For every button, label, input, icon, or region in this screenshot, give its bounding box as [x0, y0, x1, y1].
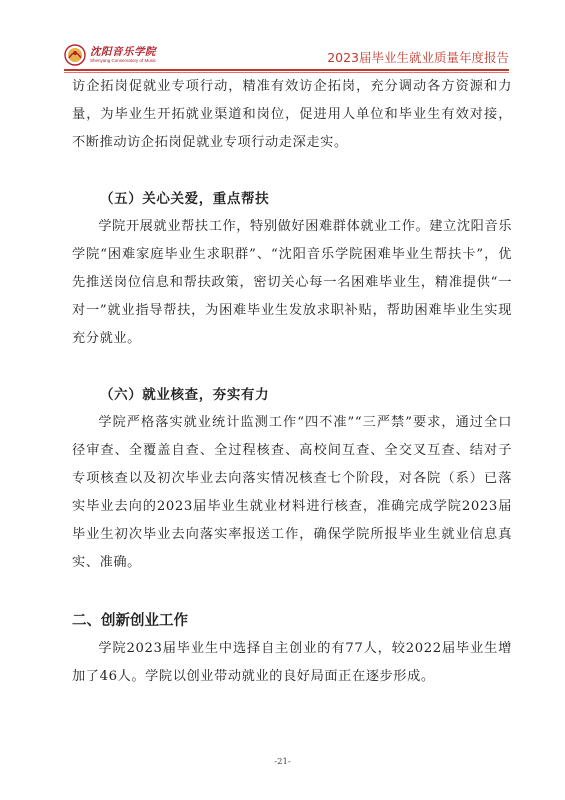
section-heading-verification: （六）就业核查，夯实有力: [100, 387, 270, 403]
logo-chinese-name: 沈阳音乐学院: [90, 45, 156, 58]
paragraph-employment-verification: 学院严格落实就业统计监测工作“四不准”“三严禁”要求，通过全口径审查、全覆盖自查、全过程核查、高校间互查、全交叉互查、结对子专项核查以及初次毕业去向落实情况核查七个阶段，对各院（系）已落实毕业去向的2023届毕业生就业材料进行核查，准确完成学院2023届毕业生初次毕业去向落实率报送工作，确保学院所报毕业生就业信息真实、准确。: [72, 415, 512, 570]
page-header: [64, 42, 509, 68]
school-emblem-icon: [64, 44, 86, 66]
school-logo: [64, 42, 156, 68]
page-content: [72, 73, 512, 691]
page-number: -21-: [274, 757, 291, 767]
section-heading-entrepreneurship: 二、创新创业工作: [72, 613, 188, 629]
report-title: 2023届毕业生就业质量年度报告: [327, 50, 509, 65]
section-heading-care-support: （五）关心关爱，重点帮扶: [100, 191, 270, 207]
paragraph-visit-enterprises: 访企拓岗促就业专项行动，精准有效访企拓岗，充分调动各方资源和力量，为毕业生开拓就业渠道和岗位，促进用人单位和毕业生有效对接，不断推动访企拓岗促就业专项行动走深走实。: [72, 79, 512, 150]
header-divider: [64, 69, 509, 71]
paragraph-employment-assistance: 学院开展就业帮扶工作，特别做好困难群体就业工作。建立沈阳音乐学院“困难家庭毕业生求职群”、“沈阳音乐学院困难毕业生帮扶卡”，优先推送岗位信息和帮扶政策，密切关心每一名困难毕业生，精准提供“一对一”就业指导帮扶，为困难毕业生发放求职补贴，帮助困难毕业生实现充分就业。: [72, 219, 513, 346]
logo-english-name: Shenyang Conservatory of Music: [90, 58, 157, 63]
paragraph-entrepreneurship: 学院2023届毕业生中选择自主创业的有77人，较2022届毕业生增加了46人。学院以创业带动就业的良好局面正在逐步形成。: [72, 641, 512, 684]
